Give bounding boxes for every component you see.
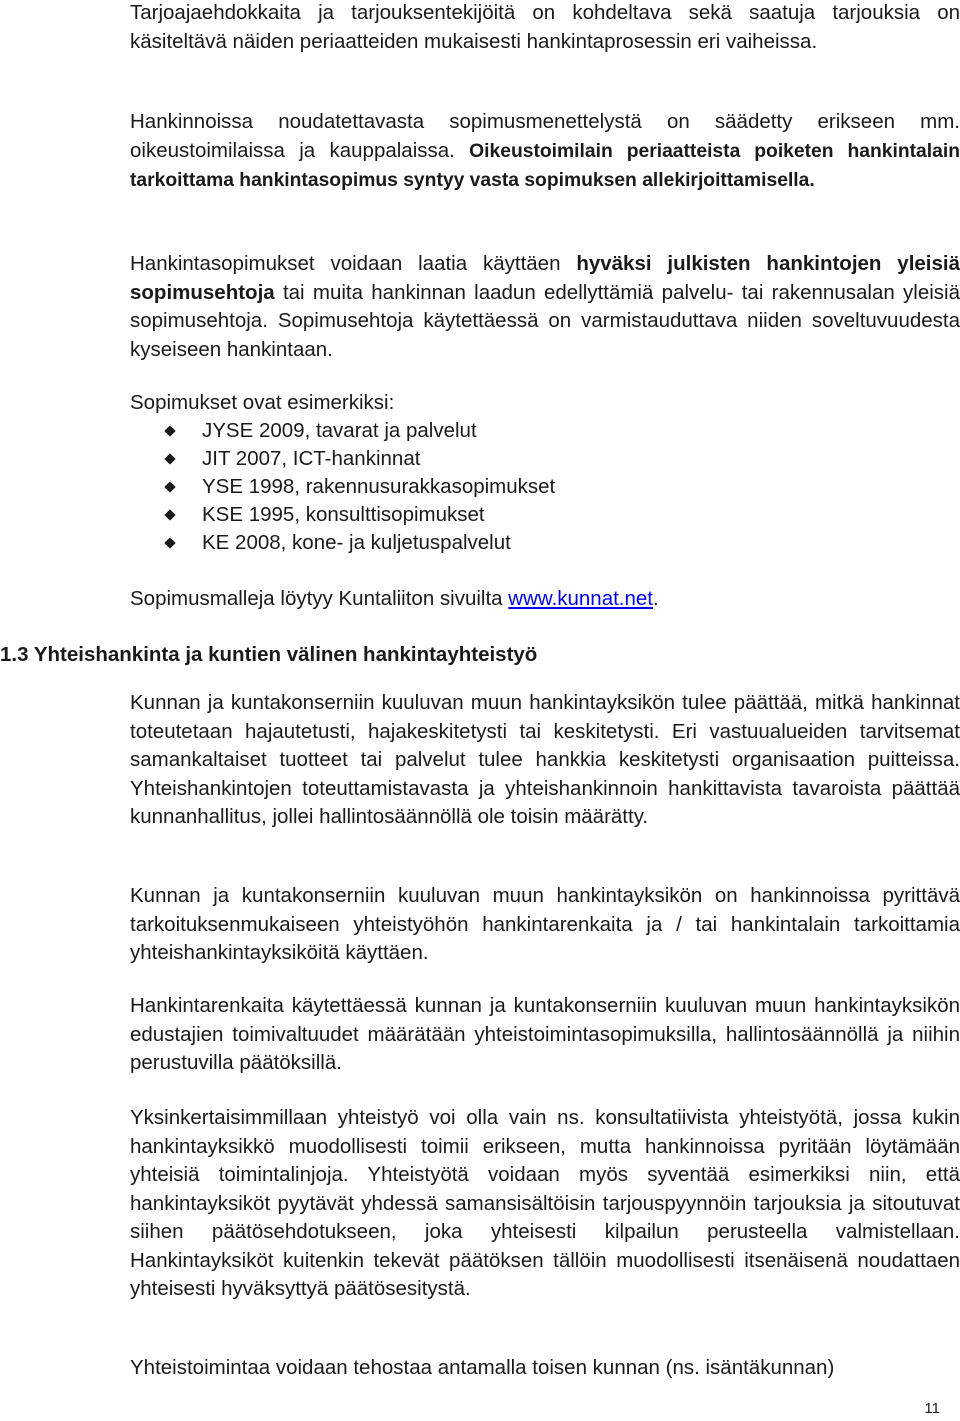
paragraph-text: Yksinkertaisimmillaan yhteistyö voi olla vain ns. konsultatiivista yhteistyötä, jossa kukin hankintayksikkö muodollisesti toimii erikseen, mutta hankinnoissa pyritään löytämään yhteisiä toimintalinjoja. Yhteistyötä voidaan myös syventää esimerkiksi niin, että hankintayksiköt pyytävät yhdessä samansisältöisin tarjouspyynnöin tarjouksia ja sitoutuvat siihen päätösehdotukseen, joka yhteisesti kilpailun perusteella valmistellaan. Hankintayksiköt kuitenkin tekevät päätöksen tällöin muodollisesti itsenäisenä noudattaen yhteisesti hyväksyttyä päätösesitystä. xyxy=(130,1106,960,1300)
paragraph-examples-intro xyxy=(130,389,960,418)
paragraph-general-terms xyxy=(130,250,960,364)
paragraph-text: Yhteistoimintaa voidaan tehostaa antamalla toisen kunnan (ns. isäntäkunnan) xyxy=(130,1356,835,1379)
paragraph-procurement-decision xyxy=(130,689,960,832)
paragraph-text: Hankintasopimukset voidaan laatia käyttäen xyxy=(130,252,577,275)
paragraph-text: Kunnan ja kuntakonserniin kuuluvan muun hankintayksikön on hankinnoissa pyrittävä tarkoituksenmukaiseen yhteistyöhön hankintarenkaita ja / tai hankintalain tarkoittamia yhteishankintayksiköitä käyttäen. xyxy=(130,884,960,964)
bullet-diamond-icon xyxy=(164,509,175,520)
list-item-text: JYSE 2009, tavarat ja palvelut xyxy=(202,419,477,442)
paragraph-templates xyxy=(130,585,960,614)
paragraph-consultative-cooperation xyxy=(130,1104,960,1304)
paragraph-cooperation xyxy=(130,882,960,968)
contract-examples-list xyxy=(130,417,960,557)
paragraph-text: Hankintarenkaita käytettäessä kunnan ja kuntakonserniin kuuluvan muun hankintayksikön edustajien toimivaltuudet määrätään yhteistoimintasopimuksilla, hallintosäännöllä ja niihin perustuvilla päätöksillä. xyxy=(130,994,960,1074)
list-item xyxy=(130,529,960,557)
bullet-diamond-icon xyxy=(164,537,175,548)
list-item-text: JIT 2007, ICT-hankinnat xyxy=(202,447,421,470)
paragraph-bold-text: Oikeustoimilain periaatteista poiketen hankintalain tarkoittama hankintasopimus syntyy vasta sopimuksen allekirjoittamisella. xyxy=(130,140,960,191)
paragraph-contract-procedure xyxy=(130,108,960,196)
paragraph-host-municipality xyxy=(130,1354,960,1383)
paragraph-bold-text: hyväksi julkisten hankintojen yleisiä sopimusehtoja xyxy=(130,252,960,304)
page-number: 11 xyxy=(924,1400,940,1417)
paragraph-text: Sopimusmalleja löytyy Kuntaliiton sivuilta xyxy=(130,587,509,610)
list-item-text: KSE 1995, konsulttisopimukset xyxy=(202,503,485,526)
paragraph-procurement-rings xyxy=(130,992,960,1078)
bullet-diamond-icon xyxy=(164,481,175,492)
list-item xyxy=(130,417,960,445)
kunnat-net-link[interactable]: www.kunnat.net xyxy=(508,587,654,610)
paragraph-text: tai muita hankinnan laadun edellyttämiä palvelu- tai rakennusalan yleisiä sopimusehtoja. Sopimusehtoja käytettäessä on varmistauduttava niiden soveltuvuudesta kyseiseen hankintaan. xyxy=(130,280,960,361)
paragraph-text: Kunnan ja kuntakonserniin kuuluvan muun hankintayksikön tulee päättää, mitkä hankinnat toteutetaan hajautetusti, hajakeskitetysti tai keskitetysti. Eri vastuualueiden tarvitsemat samankaltaiset tuotteet tai palvelut tulee hankkia keskitetysti organisaation puitteissa. Yhteishankintojen toteuttamistavasta ja yhteishankinnoin hankittavista tavaroista päättää kunnanhallitus, jollei hallintosäännöllä ole toisin määrätty. xyxy=(130,691,960,828)
paragraph-text: . xyxy=(653,587,659,610)
bullet-diamond-icon xyxy=(164,425,175,436)
list-item-text: YSE 1998, rakennusurakkasopimukset xyxy=(202,475,556,498)
bullet-diamond-icon xyxy=(164,453,175,464)
list-item xyxy=(130,473,960,501)
paragraph-text: Hankinnoissa noudatettavasta sopimusmenettelystä on säädetty erikseen mm. oikeustoimilaissa ja kauppalaissa. xyxy=(130,110,960,162)
paragraph-equal-treatment xyxy=(130,0,960,56)
paragraph-text: Sopimukset ovat esimerkiksi: xyxy=(130,391,395,414)
paragraph-text: Tarjoajaehdokkaita ja tarjouksentekijöitä on kohdeltava sekä saatuja tarjouksia on käsiteltävä näiden periaatteiden mukaisesti hankintaprosessin eri vaiheissa. xyxy=(130,1,960,53)
section-heading: 1.3 Yhteishankinta ja kuntien välinen hankintayhteistyö xyxy=(0,643,538,666)
list-item xyxy=(130,445,960,473)
list-item xyxy=(130,501,960,529)
list-item-text: KE 2008, kone- ja kuljetuspalvelut xyxy=(202,531,511,554)
